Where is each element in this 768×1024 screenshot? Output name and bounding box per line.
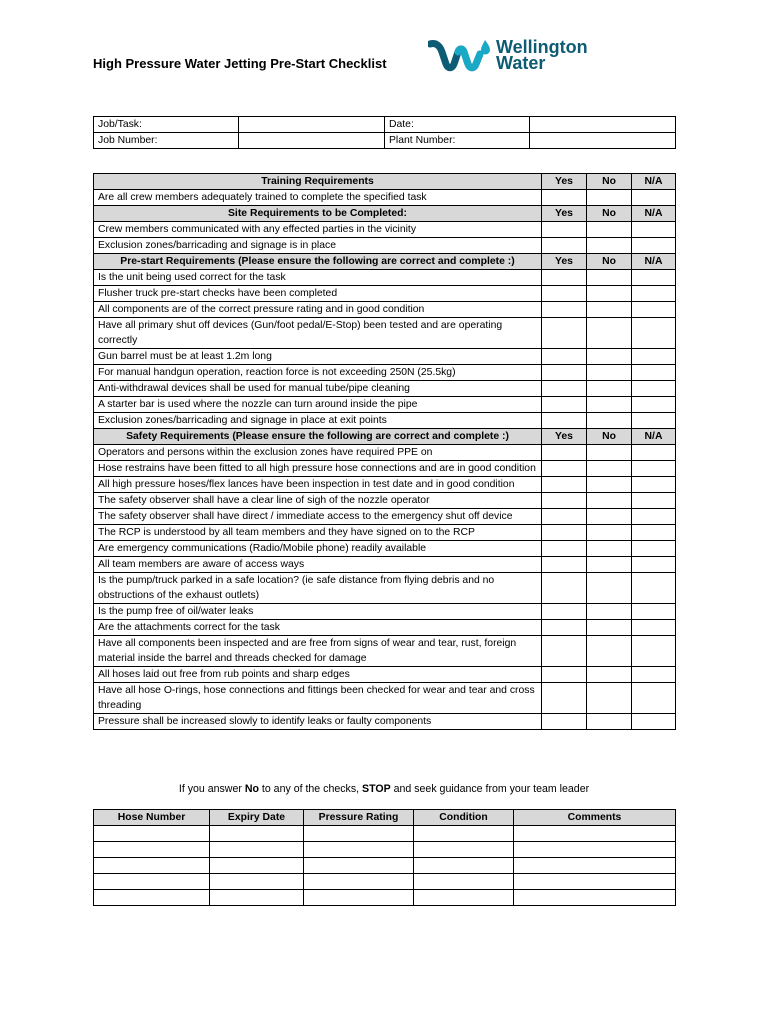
hose-column-header: Hose Number <box>94 810 210 826</box>
answer-no-cell[interactable] <box>587 286 632 302</box>
column-header: Yes <box>542 429 587 445</box>
hose-cell[interactable] <box>210 826 304 842</box>
job-task-label: Job/Task: <box>94 117 239 133</box>
checklist-item: Are the attachments correct for the task <box>94 620 542 636</box>
answer-yes-cell[interactable] <box>542 714 587 730</box>
answer-na-cell[interactable] <box>632 620 676 636</box>
answer-na-cell[interactable] <box>632 636 676 667</box>
column-header: No <box>587 429 632 445</box>
answer-no-cell[interactable] <box>587 397 632 413</box>
answer-na-cell[interactable] <box>632 270 676 286</box>
answer-na-cell[interactable] <box>632 714 676 730</box>
answer-na-cell[interactable] <box>632 667 676 683</box>
checklist-row <box>94 318 676 349</box>
answer-no-cell[interactable] <box>587 620 632 636</box>
answer-no-cell[interactable] <box>587 541 632 557</box>
checklist-item: The safety observer shall have direct / immediate access to the emergency shut off device <box>94 509 542 525</box>
hose-cell[interactable] <box>414 874 514 890</box>
answer-no-cell[interactable] <box>587 636 632 667</box>
answer-no-cell[interactable] <box>587 525 632 541</box>
checklist-item: Exclusion zones/barricading and signage in place at exit points <box>94 413 542 429</box>
checklist-item: The safety observer shall have a clear line of sigh of the nozzle operator <box>94 493 542 509</box>
answer-na-cell[interactable] <box>632 461 676 477</box>
hose-cell[interactable] <box>304 826 414 842</box>
column-header: No <box>587 206 632 222</box>
job-info-table <box>93 116 676 149</box>
answer-no-cell[interactable] <box>587 190 632 206</box>
checklist-item: Operators and persons within the exclusion zones have required PPE on <box>94 445 542 461</box>
date-label: Date: <box>385 117 530 133</box>
answer-na-cell[interactable] <box>632 381 676 397</box>
answer-no-cell[interactable] <box>587 683 632 714</box>
checklist-row <box>94 190 676 206</box>
answer-no-cell[interactable] <box>587 667 632 683</box>
answer-na-cell[interactable] <box>632 365 676 381</box>
checklist-row <box>94 397 676 413</box>
answer-na-cell[interactable] <box>632 190 676 206</box>
hose-column-header: Pressure Rating <box>304 810 414 826</box>
hose-row <box>94 842 676 858</box>
checklist-item: Flusher truck pre-start checks have been completed <box>94 286 542 302</box>
logo-line-1: Wellington <box>496 37 588 57</box>
answer-yes-cell[interactable] <box>542 667 587 683</box>
checklist-row <box>94 714 676 730</box>
answer-no-cell[interactable] <box>587 461 632 477</box>
answer-no-cell[interactable] <box>587 714 632 730</box>
answer-na-cell[interactable] <box>632 349 676 365</box>
column-header: N/A <box>632 206 676 222</box>
checklist-row <box>94 365 676 381</box>
answer-yes-cell[interactable] <box>542 318 587 349</box>
answer-yes-cell[interactable] <box>542 190 587 206</box>
answer-yes-cell[interactable] <box>542 683 587 714</box>
answer-yes-cell[interactable] <box>542 286 587 302</box>
checklist-row <box>94 461 676 477</box>
hose-cell[interactable] <box>414 858 514 874</box>
checklist-row <box>94 286 676 302</box>
hose-cell[interactable] <box>94 826 210 842</box>
checklist-item: Are emergency communications (Radio/Mobile phone) readily available <box>94 541 542 557</box>
answer-na-cell[interactable] <box>632 541 676 557</box>
hose-cell[interactable] <box>514 842 676 858</box>
checklist-row <box>94 667 676 683</box>
answer-yes-cell[interactable] <box>542 238 587 254</box>
answer-no-cell[interactable] <box>587 270 632 286</box>
page-title: High Pressure Water Jetting Pre-Start Checklist <box>93 56 387 71</box>
answer-na-cell[interactable] <box>632 573 676 604</box>
checklist-row <box>94 604 676 620</box>
answer-na-cell[interactable] <box>632 604 676 620</box>
hose-cell[interactable] <box>210 890 304 906</box>
answer-na-cell[interactable] <box>632 413 676 429</box>
answer-no-cell[interactable] <box>587 604 632 620</box>
checklist-row <box>94 302 676 318</box>
hose-cell[interactable] <box>414 890 514 906</box>
hose-cell[interactable] <box>94 858 210 874</box>
answer-yes-cell[interactable] <box>542 525 587 541</box>
checklist-item: Is the pump free of oil/water leaks <box>94 604 542 620</box>
job-number-label: Job Number: <box>94 133 239 149</box>
answer-na-cell[interactable] <box>632 286 676 302</box>
checklist-item: Anti-withdrawal devices shall be used for manual tube/pipe cleaning <box>94 381 542 397</box>
answer-na-cell[interactable] <box>632 397 676 413</box>
hose-cell[interactable] <box>514 890 676 906</box>
answer-no-cell[interactable] <box>587 509 632 525</box>
answer-na-cell[interactable] <box>632 318 676 349</box>
answer-yes-cell[interactable] <box>542 381 587 397</box>
checklist-row <box>94 525 676 541</box>
answer-yes-cell[interactable] <box>542 620 587 636</box>
answer-na-cell[interactable] <box>632 222 676 238</box>
section-title: Site Requirements to be Completed: <box>94 206 542 222</box>
answer-na-cell[interactable] <box>632 238 676 254</box>
hose-cell[interactable] <box>514 874 676 890</box>
section-title: Training Requirements <box>94 174 542 190</box>
hose-cell[interactable] <box>514 826 676 842</box>
answer-yes-cell[interactable] <box>542 349 587 365</box>
checklist-item: Crew members communicated with any effected parties in the vicinity <box>94 222 542 238</box>
date-field[interactable] <box>530 117 676 133</box>
section-header <box>94 429 676 445</box>
hose-cell[interactable] <box>94 842 210 858</box>
checklist-row <box>94 445 676 461</box>
hose-row <box>94 890 676 906</box>
checklist-row <box>94 381 676 397</box>
checklist-item: Pressure shall be increased slowly to identify leaks or faulty components <box>94 714 542 730</box>
answer-no-cell[interactable] <box>587 445 632 461</box>
checklist-row <box>94 573 676 604</box>
answer-na-cell[interactable] <box>632 477 676 493</box>
hose-cell[interactable] <box>304 842 414 858</box>
checklist-row <box>94 222 676 238</box>
checklist-row <box>94 620 676 636</box>
checklist-row <box>94 493 676 509</box>
section-title: Pre-start Requirements (Please ensure the following are correct and complete :) <box>94 254 542 270</box>
checklist-row <box>94 557 676 573</box>
hose-column-header: Expiry Date <box>210 810 304 826</box>
job-number-field[interactable] <box>239 133 385 149</box>
section-title: Safety Requirements (Please ensure the following are correct and complete :) <box>94 429 542 445</box>
answer-no-cell[interactable] <box>587 381 632 397</box>
section-header <box>94 174 676 190</box>
answer-yes-cell[interactable] <box>542 365 587 381</box>
answer-no-cell[interactable] <box>587 573 632 604</box>
checklist-row <box>94 477 676 493</box>
checklist-item: The RCP is understood by all team members and they have signed on to the RCP <box>94 525 542 541</box>
section-header <box>94 206 676 222</box>
checklist-row <box>94 238 676 254</box>
checklist-item: Have all primary shut off devices (Gun/foot pedal/E-Stop) been tested and are operating correctly <box>94 318 542 349</box>
answer-yes-cell[interactable] <box>542 604 587 620</box>
plant-number-label: Plant Number: <box>385 133 530 149</box>
hose-cell[interactable] <box>210 858 304 874</box>
logo-line-2: Water <box>496 53 546 73</box>
column-header: Yes <box>542 254 587 270</box>
column-header: N/A <box>632 254 676 270</box>
answer-yes-cell[interactable] <box>542 493 587 509</box>
checklist-item: Hose restrains have been fitted to all high pressure hose connections and are in good condition <box>94 461 542 477</box>
answer-no-cell[interactable] <box>587 238 632 254</box>
checklist-item: A starter bar is used where the nozzle can turn around inside the pipe <box>94 397 542 413</box>
hose-cell[interactable] <box>304 890 414 906</box>
column-header: Yes <box>542 206 587 222</box>
checklist-row <box>94 349 676 365</box>
plant-number-field[interactable] <box>530 133 676 149</box>
checklist-item: All components are of the correct pressure rating and in good condition <box>94 302 542 318</box>
checklist-item: All hoses laid out free from rub points and sharp edges <box>94 667 542 683</box>
column-header: No <box>587 254 632 270</box>
checklist-row <box>94 541 676 557</box>
checklist-item: For manual handgun operation, reaction force is not exceeding 250N (25.5kg) <box>94 365 542 381</box>
checklist-row <box>94 413 676 429</box>
logo-wave-icon <box>428 38 492 72</box>
checklist-item: Have all components been inspected and are free from signs of wear and tear, rust, foreign material inside the barrel and threads checked for damage <box>94 636 542 667</box>
checklist-row <box>94 636 676 667</box>
answer-na-cell[interactable] <box>632 445 676 461</box>
checklist-row <box>94 270 676 286</box>
column-header: N/A <box>632 429 676 445</box>
hose-cell[interactable] <box>514 858 676 874</box>
hose-column-header: Condition <box>414 810 514 826</box>
answer-no-cell[interactable] <box>587 493 632 509</box>
column-header: Yes <box>542 174 587 190</box>
answer-no-cell[interactable] <box>587 222 632 238</box>
answer-yes-cell[interactable] <box>542 636 587 667</box>
answer-na-cell[interactable] <box>632 302 676 318</box>
stop-instruction: If you answer No to any of the checks, STOP and seek guidance from your team leader <box>178 783 590 795</box>
hose-cell[interactable] <box>94 890 210 906</box>
checklist-item: All high pressure hoses/flex lances have been inspection in test date and in good condition <box>94 477 542 493</box>
answer-yes-cell[interactable] <box>542 270 587 286</box>
hose-column-header: Comments <box>514 810 676 826</box>
answer-yes-cell[interactable] <box>542 397 587 413</box>
answer-na-cell[interactable] <box>632 493 676 509</box>
answer-na-cell[interactable] <box>632 683 676 714</box>
checklist-item: Have all hose O-rings, hose connections and fittings been checked for wear and tear and cross threading <box>94 683 542 714</box>
hose-cell[interactable] <box>94 874 210 890</box>
answer-na-cell[interactable] <box>632 509 676 525</box>
hose-cell[interactable] <box>414 826 514 842</box>
answer-no-cell[interactable] <box>587 318 632 349</box>
checklist-item: Are all crew members adequately trained to complete the specified task <box>94 190 542 206</box>
answer-yes-cell[interactable] <box>542 413 587 429</box>
answer-yes-cell[interactable] <box>542 557 587 573</box>
answer-no-cell[interactable] <box>587 413 632 429</box>
answer-no-cell[interactable] <box>587 349 632 365</box>
checklist-table <box>93 173 676 730</box>
answer-yes-cell[interactable] <box>542 461 587 477</box>
answer-no-cell[interactable] <box>587 365 632 381</box>
hose-cell[interactable] <box>414 842 514 858</box>
job-task-field[interactable] <box>239 117 385 133</box>
answer-na-cell[interactable] <box>632 525 676 541</box>
hose-row <box>94 826 676 842</box>
hose-row <box>94 858 676 874</box>
answer-yes-cell[interactable] <box>542 477 587 493</box>
hose-cell[interactable] <box>210 842 304 858</box>
hose-table <box>93 809 676 906</box>
checklist-item: Is the unit being used correct for the task <box>94 270 542 286</box>
column-header: N/A <box>632 174 676 190</box>
answer-yes-cell[interactable] <box>542 509 587 525</box>
column-header: No <box>587 174 632 190</box>
hose-cell[interactable] <box>304 858 414 874</box>
checklist-item: All team members are aware of access ways <box>94 557 542 573</box>
checklist-item: Gun barrel must be at least 1.2m long <box>94 349 542 365</box>
section-header <box>94 254 676 270</box>
wellington-water-logo <box>428 38 628 78</box>
answer-no-cell[interactable] <box>587 557 632 573</box>
answer-yes-cell[interactable] <box>542 302 587 318</box>
checklist-item: Exclusion zones/barricading and signage is in place <box>94 238 542 254</box>
checklist-row <box>94 683 676 714</box>
answer-yes-cell[interactable] <box>542 573 587 604</box>
hose-cell[interactable] <box>304 874 414 890</box>
hose-row <box>94 874 676 890</box>
answer-no-cell[interactable] <box>587 477 632 493</box>
answer-yes-cell[interactable] <box>542 445 587 461</box>
answer-na-cell[interactable] <box>632 557 676 573</box>
answer-yes-cell[interactable] <box>542 222 587 238</box>
answer-no-cell[interactable] <box>587 302 632 318</box>
hose-cell[interactable] <box>210 874 304 890</box>
answer-yes-cell[interactable] <box>542 541 587 557</box>
checklist-row <box>94 509 676 525</box>
checklist-item: Is the pump/truck parked in a safe location? (ie safe distance from flying debris and no obstructions of the exhaust outlets) <box>94 573 542 604</box>
